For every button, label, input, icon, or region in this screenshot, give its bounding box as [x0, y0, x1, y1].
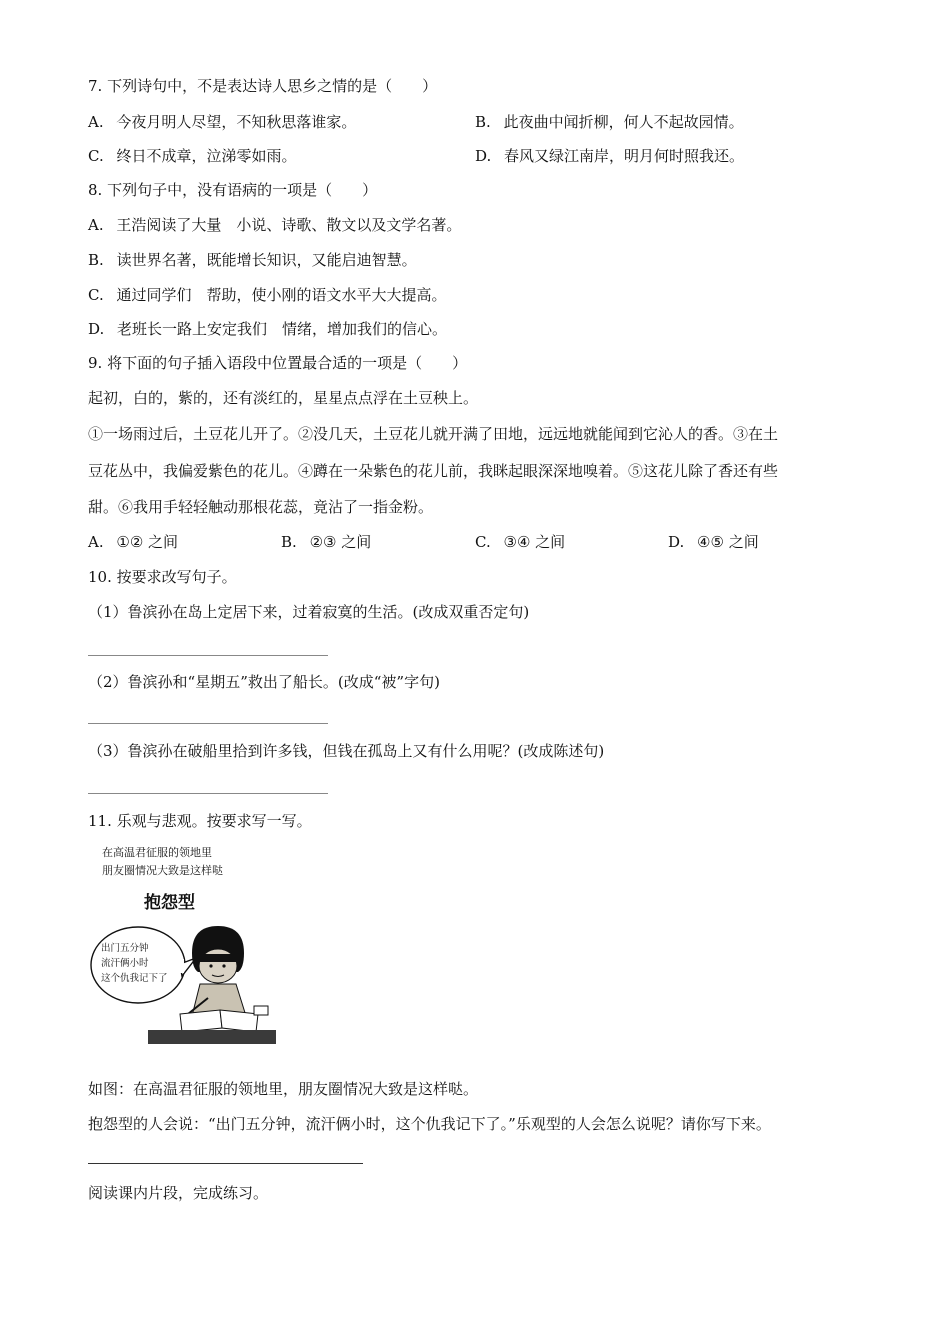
open-book	[180, 1010, 258, 1032]
q9-option-a	[88, 532, 178, 552]
complaint-cartoon	[88, 838, 276, 1046]
q8-stem: 8. 下列句子中，没有语病的一项是（ ）	[88, 181, 378, 199]
q10-stem: 10. 按要求改写句子。	[88, 568, 237, 586]
option-letter: C.	[88, 147, 104, 165]
q7-option-a	[88, 112, 356, 132]
option-text: 通过同学们 帮助，使小刚的语文水平大大提高。	[116, 286, 447, 304]
option-text: 此夜曲中闻折柳，何人不起故园情。	[503, 113, 744, 131]
reading-intro: 阅读课内片段，完成练习。	[88, 1184, 269, 1202]
bubble-line: 流汗俩小时	[101, 958, 149, 969]
bubble-line: 这个仇我记下了	[101, 973, 168, 984]
answer-line[interactable]	[88, 793, 328, 794]
option-letter: B.	[88, 251, 104, 269]
desk	[148, 1030, 276, 1044]
option-letter: B.	[475, 113, 491, 131]
q11-caption: 如图：在高温君征服的领地里，朋友圈情况大致是这样哒。	[88, 1080, 479, 1098]
q10-item-3: （3）鲁滨孙在破船里拾到许多钱，但钱在孤岛上又有什么用呢？(改成陈述句)	[88, 742, 605, 760]
q8-option-d	[88, 319, 447, 339]
q7-option-d	[475, 146, 744, 166]
q9-option-d	[668, 532, 759, 552]
cartoon-header-line1: 在高温君征服的领地里	[102, 846, 212, 859]
option-text: 春风又绿江南岸，明月何时照我还。	[504, 147, 745, 165]
eraser-icon	[254, 1006, 268, 1015]
answer-line[interactable]	[88, 655, 328, 656]
answer-line[interactable]	[88, 1163, 363, 1164]
q9-option-b	[281, 532, 371, 552]
cartoon-character	[188, 926, 246, 1016]
option-text: ②③ 之间	[309, 533, 372, 551]
option-letter: D.	[88, 320, 105, 338]
q8-option-c	[88, 285, 447, 305]
q9-passage-line: 豆花丛中，我偏爱紫色的花儿。④蹲在一朵紫色的花儿前，我眯起眼深深地嗅着。⑤这花儿除了香还有些	[88, 462, 779, 480]
option-letter: C.	[475, 533, 491, 551]
option-letter: B.	[281, 533, 297, 551]
q7-option-b	[475, 112, 744, 132]
cartoon-type-label: 抱怨型	[144, 893, 195, 913]
option-letter: D.	[668, 533, 685, 551]
q8-option-b	[88, 250, 417, 270]
q9-option-c	[475, 532, 565, 552]
q11-prompt: 抱怨型的人会说：“出门五分钟，流汗俩小时，这个仇我记下了。”乐观型的人会怎么说呢？请你写下来。	[88, 1115, 771, 1133]
option-text: ③④ 之间	[503, 533, 566, 551]
q9-passage-line: 甜。⑥我用手轻轻触动那根花蕊，竟沾了一指金粉。	[88, 498, 434, 516]
option-text: 终日不成章，泣涕零如雨。	[116, 147, 297, 165]
cartoon-header-line2: 朋友圈情况大致是这样哒	[102, 864, 223, 877]
option-letter: C.	[88, 286, 104, 304]
q11-stem: 11. 乐观与悲观。按要求写一写。	[88, 812, 312, 830]
option-text: 老班长一路上安定我们 情绪，增加我们的信心。	[117, 320, 448, 338]
option-text: 今夜月明人尽望，不知秋思落谁家。	[116, 113, 357, 131]
option-text: ①② 之间	[116, 533, 179, 551]
option-letter: A.	[88, 533, 104, 551]
option-letter: A.	[88, 216, 104, 234]
option-text: ④⑤ 之间	[697, 533, 759, 551]
q7-stem: 7. 下列诗句中，不是表达诗人思乡之情的是（ ）	[88, 77, 438, 95]
option-text: 王浩阅读了大量 小说、诗歌、散文以及文学名著。	[116, 216, 462, 234]
q9-sentence: 起初，白的，紫的，还有淡红的，星星点点浮在土豆秧上。	[88, 389, 479, 407]
q9-passage-line: ①一场雨过后，土豆花儿开了。②没几天，土豆花儿就开满了田地，远远地就能闻到它沁人的香。③在土	[88, 425, 779, 443]
q10-item-2: （2）鲁滨孙和“星期五”救出了船长。(改成“被”字句)	[88, 673, 440, 691]
option-text: 读世界名著，既能增长知识，又能启迪智慧。	[116, 251, 417, 269]
bubble-line: 出门五分钟	[101, 943, 149, 954]
answer-line[interactable]	[88, 723, 328, 724]
q9-stem: 9. 将下面的句子插入语段中位置最合适的一项是（ ）	[88, 354, 468, 372]
option-letter: A.	[88, 113, 104, 131]
q7-option-c	[88, 146, 297, 166]
option-letter: D.	[475, 147, 492, 165]
q10-item-1: （1）鲁滨孙在岛上定居下来，过着寂寞的生活。(改成双重否定句)	[88, 603, 530, 621]
q8-option-a	[88, 215, 461, 235]
